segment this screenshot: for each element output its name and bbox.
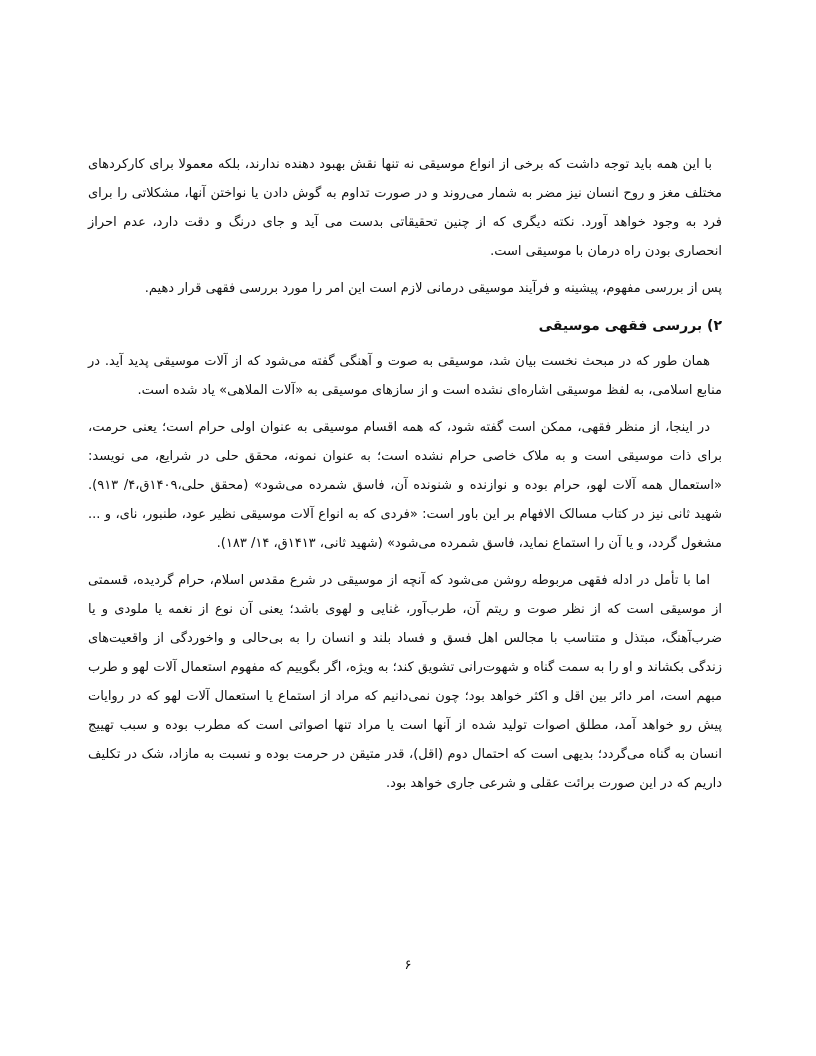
document-page xyxy=(88,150,722,806)
paragraph-definition: همان طور که در مبحث نخست بیان شد، موسیقی به صوت و آهنگی گفته می‌شود که از آلات موسیقی پدید آید. در منابع اسلامی، به لفظ موسیقی اشاره‌ای نشده است و از سازهای موسیقی به «آلات الملاهی» یاد شده است. xyxy=(88,354,722,398)
paragraph-transition: پس از بررسی مفهوم، پیشینه و فرآیند موسیقی درمانی لازم است این امر را مورد بررسی فقهی قرار دهیم. xyxy=(144,281,722,296)
page-number: ۶ xyxy=(404,958,412,973)
section-heading: ۲) بررسی فقهی موسیقی xyxy=(538,318,722,334)
paragraph-analysis: اما با تأمل در ادله فقهی مربوطه روشن می‌شود که آنچه از موسیقی در شرع مقدس اسلام، حرام گردیده، قسمتی از موسیقی است که از نظر صوت و ریتم آن، طرب‌آور، غنایی و لهوی باشد؛ یعنی آن نوع از نغمه یا ملودی و یا ضرب‌آهنگ، مبتذل و متناسب با مجالس اهل فسق و فساد بلند و انسان را به بی‌حالی و واخوردگی از واقعیت‌های زندگی بکشاند و او را به سمت گناه و شهوت‌رانی تشویق کند؛ به ویژه، اگر بگوییم که مفهوم استعمال آلات لهو و طرب مبهم است، امر دائر بین اقل و اکثر خواهد بود؛ چون نمی‌دانیم که مراد از استماع یا استعمال آلات لهو که در روایات پیش رو خواهد آمد، مطلق اصوات تولید شده از آنها است یا مراد تنها اصواتی است که مطرب بوده و سبب تهییج انسان به گناه می‌گردد؛ بدیهی است که احتمال دوم (اقل)، قدر متیقن در حرمت بوده و نسبت به مازاد، شک در تکلیف داریم که در این صورت برائت عقلی و شرعی جاری خواهد بود. xyxy=(88,573,722,791)
paragraph-intro: با این همه باید توجه داشت که برخی از انواع موسیقی نه تنها نقش بهبود دهنده ندارند، بلکه معمولا برای کارکردهای مختلف مغز و روح انسان نیز مضر به شمار می‌روند و در صورت تداوم به گوش دادن یا نواختن آنها، مشکلاتی را برای فرد به وجود خواهد آورد. نکته دیگری که از چنین تحقیقاتی بدست می آید و جای درنگ و دقت دارد، عدم احراز انحصاری بودن راه درمان با موسیقی است. xyxy=(88,157,722,259)
paragraph-jurisprudence-view: در اینجا، از منظر فقهی، ممکن است گفته شود، که همه اقسام موسیقی به عنوان اولی حرام است؛ یعنی حرمت، برای ذات موسیقی است و به ملاک خاصی حرام نشده است؛ به عنوان نمونه، محقق حلی در شرایع، می نویسد: «استعمال همه آلات لهو، حرام بوده و نوازنده و شنونده آن، فاسق شمرده می‌شود» (محقق حلی،۱۴۰۹ق،۴/ ۹۱۳). شهید ثانی نیز در کتاب مسالک الافهام بر این باور است: «فردی که به انواع آلات موسیقی نظیر عود، طنبور، نای، و ... مشغول گردد، و یا آن را استماع نماید، فاسق شمرده می‌شود» (شهید ثانی، ۱۴۱۳ق، ۱۴/ ۱۸۳). xyxy=(88,420,722,551)
